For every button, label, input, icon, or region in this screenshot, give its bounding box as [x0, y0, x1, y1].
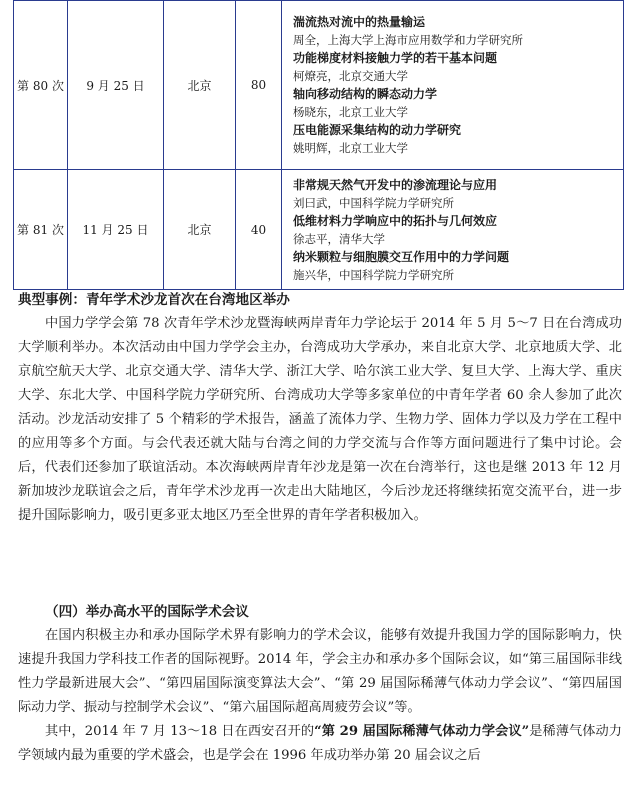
talk-speaker: 施兴华，中国科学院力学研究所: [293, 267, 454, 282]
para2-tail: 是稀薄气体动力学领域内最为重要的学术盛会，也是学会在 1996 年成功举办第 20 届会议之后: [18, 724, 622, 763]
table-row: [14, 1, 624, 170]
talk-title: 压电能源采集结构的动力学研究: [293, 123, 462, 137]
session-cell: 第 80 次: [14, 1, 68, 170]
talk-title: 轴向移动结构的瞬态动力学: [293, 87, 438, 101]
talk-speaker: 徐志平，清华大学: [293, 231, 385, 246]
talk-title: 湍流热对流中的热量输运: [293, 15, 426, 29]
place-cell: 北京: [164, 170, 236, 290]
session-cell: 第 81 次: [14, 170, 68, 290]
section-paragraph: 在国内积极主办和承办国际学术界有影响力的学术会议，能够有效提升我国力学的国际影响力，快速提升我国力学科技工作者的国际视野。2014 年，学会主办和承办多个国际会议，如“第三届国际非线性力学最新进展大会”、“第四届国际演变算法大会”、“第 29 届国际稀薄气体动力学会议”、“第四届国际动力学、振动与控制学术会议”、“第六届国际超高周疲劳会议”等。: [18, 628, 622, 715]
section-heading: （四）举办高水平的国际学术会议: [45, 604, 249, 620]
talk-speaker: 刘曰武，中国科学院力学研究所: [293, 195, 454, 210]
talk-speaker: 姚明辉，北京工业大学: [293, 141, 408, 155]
talks-cell: [282, 170, 624, 290]
talk-speaker: 柯燎亮，北京交通大学: [293, 69, 408, 83]
talk-title: 低维材料力学响应中的拓扑与几何效应: [293, 213, 498, 228]
table-row: [14, 170, 624, 290]
case-heading: 典型事例：青年学术沙龙首次在台湾地区举办: [18, 292, 290, 308]
para2-lead: 其中，2014 年 7 月 13～18 日在西安召开的: [45, 724, 315, 739]
talk-speaker: 周全，上海大学上海市应用数学和力学研究所: [293, 33, 523, 47]
section-paragraph-2: [18, 720, 622, 768]
conference-name: “第 29 届国际稀薄气体动力学会议”: [314, 724, 530, 739]
case-paragraph: 中国力学学会第 78 次青年学术沙龙暨海峡两岸青年力学论坛于 2014 年 5 月 5～7 日在台湾成功大学顺利举办。本次活动由中国力学学会主办，台湾成功大学承办，来自北京大学、北京地质大学、北京航空航天大学、北京交通大学、清华大学、浙江大学、哈尔滨工业大学、复旦大学、上海大学、重庆大学、东北大学、中国科学院力学研究所、台湾成功大学等多家单位的中青年学者 60 余人参加了此次活动。沙龙活动安排了 5 个精彩的学术报告，涵盖了流体力学、生物力学、固体力学以及力学在工程中的应用等多个方面。与会代表还就大陆与台湾之间的力学交流与合作等方面问题进行了集中讨论。会后，代表们还参加了联谊活动。本次海峡两岸青年沙龙是第一次在台湾举行，这也是继 2013 年 12 月新加坡沙龙联谊会之后，青年学术沙龙再一次走出大陆地区，今后沙龙还将继续拓宽交流平台，进一步提升国际影响力，吸引更多亚太地区乃至全世界的青年学者积极加入。: [18, 316, 622, 523]
talk-title: 功能梯度材料接触力学的若干基本问题: [293, 51, 498, 65]
talk-speaker: 杨晓东，北京工业大学: [293, 105, 408, 119]
section-4: [18, 600, 622, 768]
count-cell: 80: [236, 1, 282, 170]
date-cell: 11 月 25 日: [68, 170, 164, 290]
place-cell: 北京: [164, 1, 236, 170]
salon-table: [13, 0, 624, 290]
talk-title: 非常规天然气开发中的渗流理论与应用: [293, 177, 498, 192]
count-cell: 40: [236, 170, 282, 290]
talks-cell: [282, 1, 624, 170]
date-cell: 9 月 25 日: [68, 1, 164, 170]
talk-title: 纳米颗粒与细胞膜交互作用中的力学问题: [293, 249, 510, 264]
case-section: [18, 288, 622, 528]
